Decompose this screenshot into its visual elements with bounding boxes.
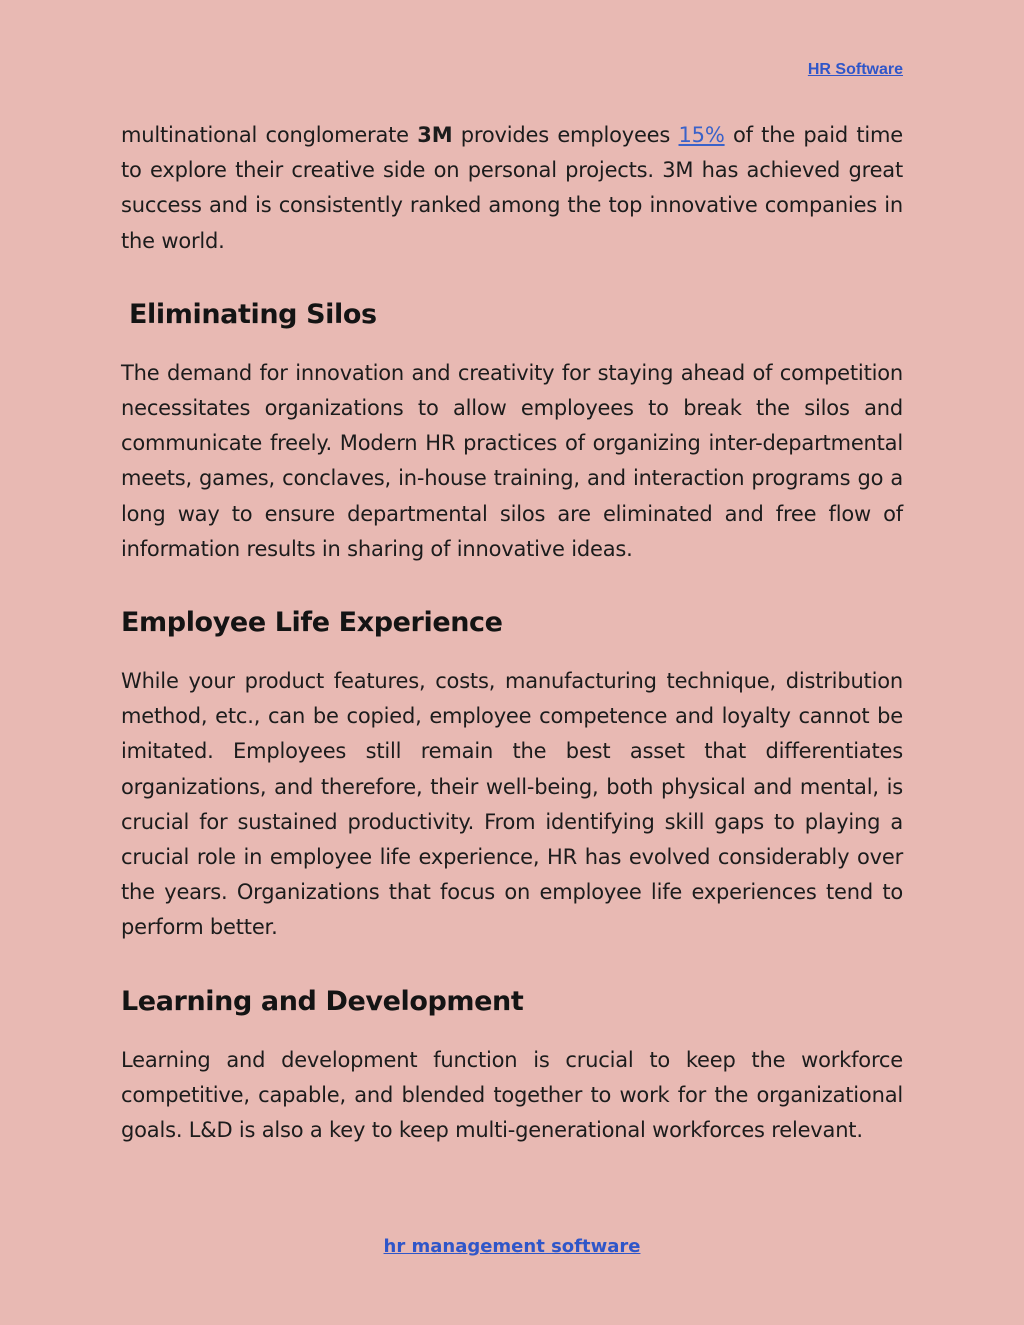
section-heading-learning-development: Learning and Development [121, 985, 524, 1017]
section-body-eliminating-silos: The demand for innovation and creativity for staying ahead of competition necessitates organizations to allow employees to break the silos and communicate freely. Modern HR practices of organizing inter-departmental meets, games, conclaves, in-house training, and interaction programs go a long way to ensure departmental silos are eliminated and free flow of information results in sharing of innovative ideas. [121, 360, 903, 561]
footer [0, 1236, 1024, 1257]
article-body [121, 118, 903, 1148]
header-hr-software-link[interactable]: HR Software [807, 61, 903, 78]
company-name-bold: 3M [417, 123, 453, 147]
section-heading-employee-life-experience: Employee Life Experience [121, 607, 503, 639]
section-heading-eliminating-silos: Eliminating Silos [129, 298, 377, 330]
section-body-learning-development: Learning and development function is crucial to keep the workforce competitive, capable, and blended together to work for the organizational goals. L&D is also a key to keep multi-generational workforces relevant. [121, 1047, 903, 1143]
percentage-link[interactable]: 15% [678, 123, 725, 147]
section-body-employee-life-experience: While your product features, costs, manufacturing technique, distribution method, etc., can be copied, employee competence and loyalty cannot be imitated. Employees still remain the best asset that differentiates organizations, and therefore, their well-being, both physical and mental, is crucial for sustained productivity. From identifying skill gaps to playing a crucial role in employee life experience, HR has evolved considerably over the years. Organizations that focus on employee life experiences tend to perform better. [121, 669, 903, 940]
footer-hr-management-software-link[interactable]: hr management software [383, 1236, 641, 1257]
intro-paragraph: multinational conglomerate 3M provides employees 15% of the paid time to explore their creative side on personal projects. 3M has achieved great success and is consistently ranked among the top innovative companies in the world. [121, 123, 903, 253]
